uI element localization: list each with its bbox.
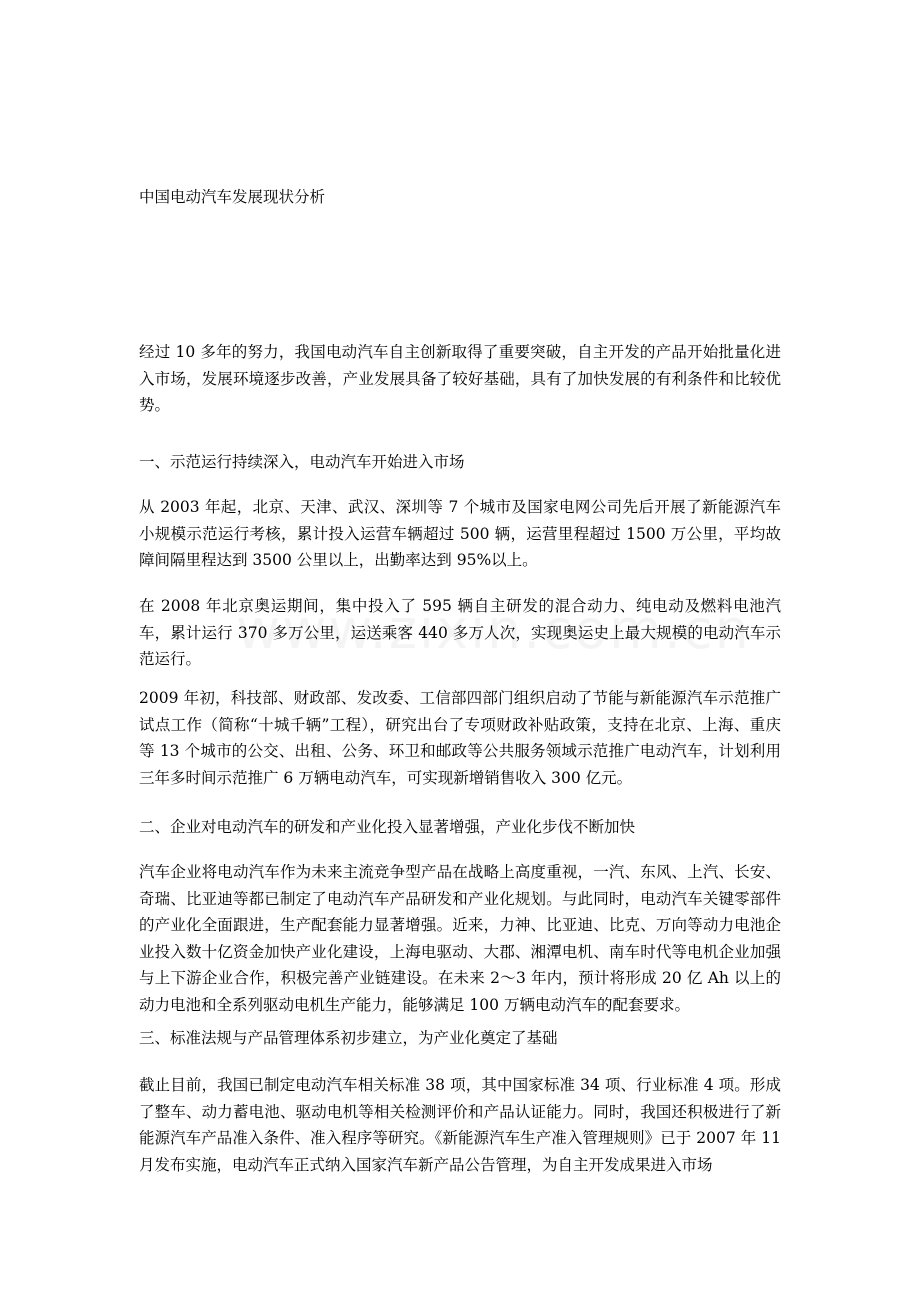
paragraph-olympics: 在 2008 年北京奥运期间，集中投入了 595 辆自主研发的混合动力、纯电动及燃料电池汽车，累计运行 370 多万公里，运送乘客 440 多万人次，实现奥运史上最大规模的电动汽车示范运行。 bbox=[139, 597, 781, 668]
document-title: 中国电动汽车发展现状分析 bbox=[139, 188, 326, 206]
section-heading-3: 三、标准法规与产品管理体系初步建立，为产业化奠定了基础 bbox=[139, 1029, 558, 1047]
paragraph-ten-cities: 2009 年初，科技部、财政部、发改委、工信部四部门组织启动了节能与新能源汽车示范推广试点工作（简称“十城千辆”工程），研究出台了专项财政补贴政策，支持在北京、上海、重庆等 13 个城市的公交、出租、公务、环卫和邮政等公共服务领域示范推广电动汽车，计划利用三年多时间示范推广 6 万辆电动汽车，可实现新增销售收入 300 亿元。 bbox=[139, 689, 781, 787]
section-heading-1: 一、示范运行持续深入，电动汽车开始进入市场 bbox=[139, 453, 465, 471]
paragraph-demo-operation: 从 2003 年起，北京、天津、武汉、深圳等 7 个城市及国家电网公司先后开展了新能源汽车小规模示范运行考核，累计投入运营车辆超过 500 辆，运营里程超过 1500 万公里，平均故障间隔里程达到 3500 公里以上，出勤率达到 95%以上。 bbox=[139, 498, 781, 569]
section-heading-2: 二、企业对电动汽车的研发和产业化投入显著增强，产业化步伐不断加快 bbox=[139, 818, 636, 836]
paragraph-enterprise-investment: 汽车企业将电动汽车作为未来主流竞争型产品在战略上高度重视，一汽、东风、上汽、长安、奇瑞、比亚迪等都已制定了电动汽车产品研发和产业化规划。与此同时，电动汽车关键零部件的产业化全面跟进，生产配套能力显著增强。近来，力神、比亚迪、比克、万向等动力电池企业投入数十亿资金加快产业化建设，上海电驱动、大郡、湘潭电机、南车时代等电机企业加强与上下游企业合作，积极完善产业链建设。在未来 2～3 年内，预计将形成 20 亿 Ah 以上的动力电池和全系列驱动电机生产能力，能够满足 100 万辆电动汽车的配套要求。 bbox=[139, 863, 781, 1014]
paragraph-intro: 经过 10 多年的努力，我国电动汽车自主创新取得了重要突破，自主开发的产品开始批量化进入市场，发展环境逐步改善，产业发展具备了较好基础，具有了加快发展的有利条件和比较优势。 bbox=[139, 343, 781, 414]
paragraph-standards: 截止目前，我国已制定电动汽车相关标准 38 项，其中国家标准 34 项、行业标准 4 项。形成了整车、动力蓄电池、驱动电机等相关检测评价和产品认证能力。同时，我国还积极进行了新能源汽车产品准入条件、准入程序等研究。《新能源汽车生产准入管理规则》已于 2007 年 11 月发布实施，电动汽车正式纳入国家汽车新产品公告管理，为自主开发成果进入市场 bbox=[139, 1076, 781, 1174]
